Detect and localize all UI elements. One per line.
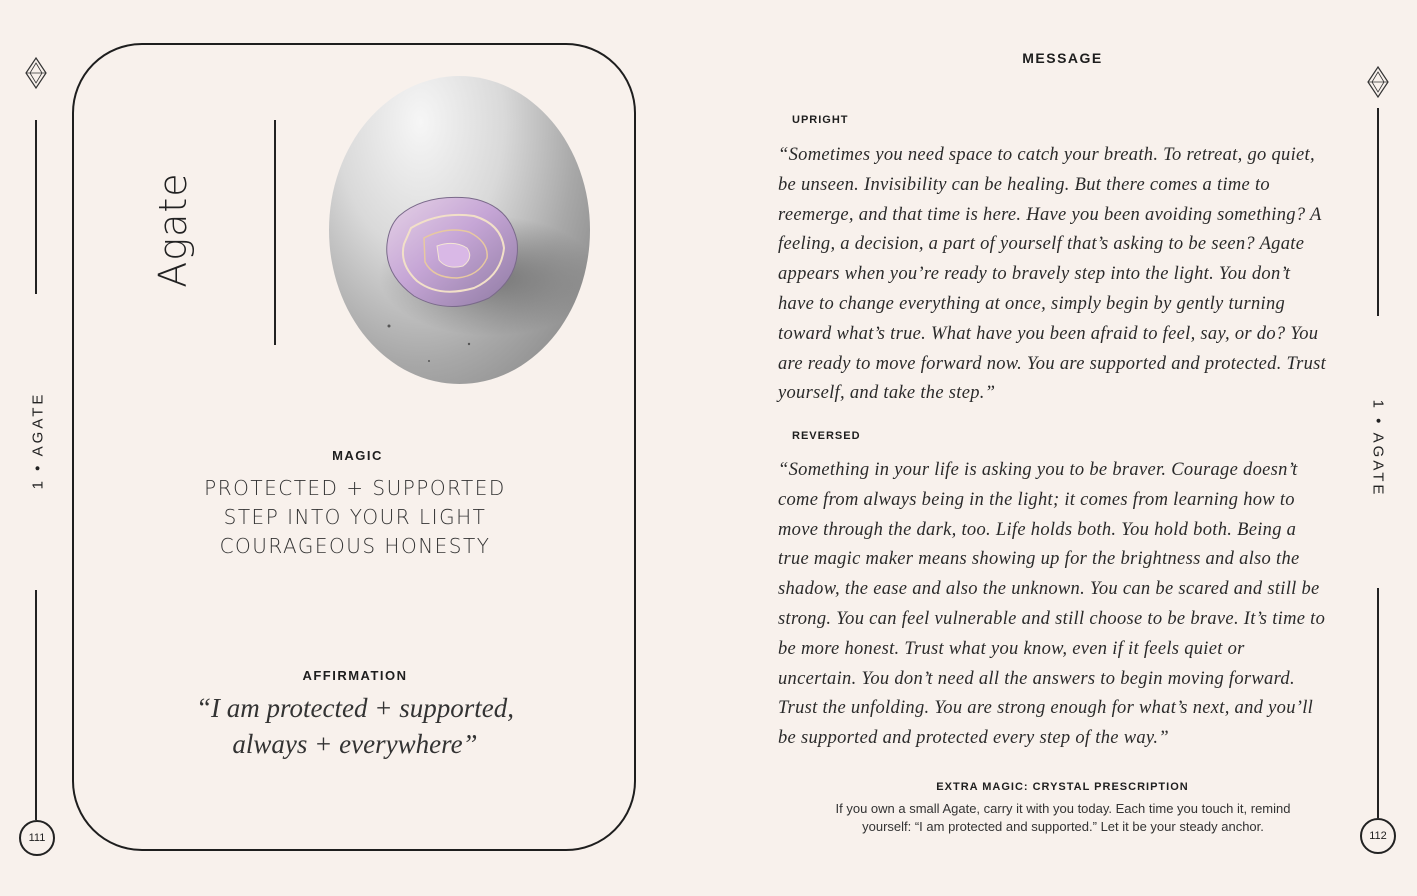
page-number-right: 112 (1360, 818, 1396, 854)
magic-label: MAGIC (332, 448, 383, 463)
affirmation-line: “I am protected + supported, (196, 693, 514, 723)
right-side-label: 1 • AGATE (1369, 399, 1387, 498)
agate-stone-photo (329, 76, 590, 384)
magic-line: PROTECTED + SUPPORTED (204, 476, 506, 500)
page-number-left: 111 (19, 820, 55, 856)
card-title: Agate (151, 172, 195, 288)
reversed-heading: REVERSED (792, 430, 861, 442)
affirmation-label: AFFIRMATION (302, 668, 408, 683)
left-rail-bottom-line (35, 590, 37, 820)
affirmation-text (175, 690, 535, 762)
crystal-diamond-icon (25, 57, 47, 89)
extra-magic-text: If you own a small Agate, carry it with you today. Each time you touch it, remind yourself: “I am protected and supported.” Let it be your steady anchor. (835, 801, 1291, 834)
left-side-label: 1 • AGATE (29, 391, 47, 490)
upright-heading: UPRIGHT (792, 114, 849, 126)
crystal-diamond-icon (1367, 66, 1389, 98)
right-rail-top-line (1377, 108, 1379, 316)
reversed-text: “Something in your life is asking you to be braver. Courage doesn’t come from always being in the light; it comes from learning how to move through the dark, too. Life holds both. You hold both. Being a true magic maker means showing up for the brightness and also the shadow, the ease and also the unknown. You can be scared and still be strong. You can feel vulnerable and still choose to be brave. It’s time to be more honest. Trust what you know, even if it feels quiet or uncertain. You don’t need all the answers to begin moving forward. Trust the unfolding. You are strong enough for what’s next, and you’ll be supported and protected every step of the way.” (778, 460, 1326, 749)
upright-text: “Sometimes you need space to catch your breath. To retreat, go quiet, be unseen. Invisibility can be healing. But there comes a time to reemerge, and that time is here. Have you been avoiding something? A feeling, a decision, a part of yourself that’s asking to be seen? Agate appears when you’re ready to bravely step into the light. You don’t have to change everything at once, simply begin by gently turning toward what’s true. What have you been afraid to feel, say, or do? You are ready to move forward now. You are supported and protected. Trust yourself, and take the step.” (778, 145, 1327, 404)
agate-stone-image (329, 76, 590, 384)
magic-line: COURAGEOUS HONESTY (219, 534, 491, 558)
extra-magic-heading: EXTRA MAGIC: CRYSTAL PRESCRIPTION (936, 781, 1189, 793)
magic-line: STEP INTO YOUR LIGHT (223, 505, 487, 529)
affirmation-line: always + everywhere” (232, 729, 478, 759)
right-rail-bottom-line (1377, 588, 1379, 818)
magic-lines (180, 474, 530, 561)
message-heading: MESSAGE (1022, 50, 1103, 66)
left-rail-top-line (35, 120, 37, 294)
title-divider (274, 120, 276, 345)
